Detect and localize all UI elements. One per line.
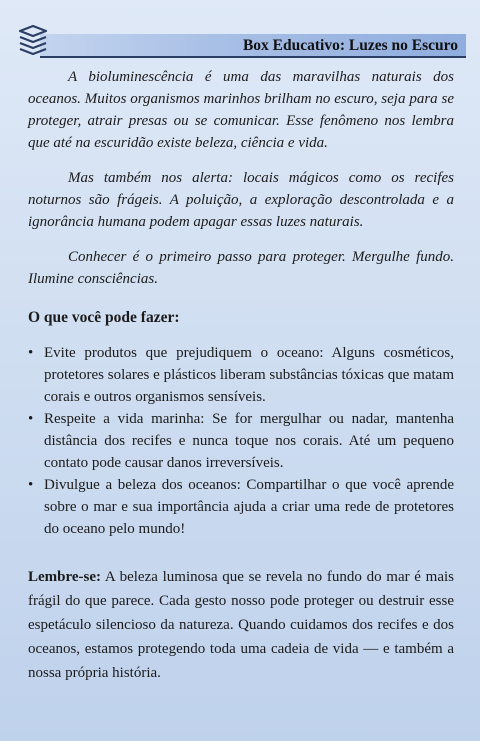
list-item-text: Respeite a vida marinha: Se for mergulhar ou nadar, mantenha distância dos recifes e nunca toque nos corais. Até um pequeno contato pode causar danos irreversíveis.: [44, 411, 454, 471]
list-item-text: Evite produtos que prejudiquem o oceano: Alguns cosméticos, protetores solares e plásticos liberam substâncias tóxicas que matam corais e outros organismos sensíveis.: [44, 345, 454, 405]
box-header: [16, 22, 466, 62]
bullet-icon: •: [28, 345, 34, 361]
warning-paragraph: Mas também nos alerta: locais mágicos como os recifes noturnos são frágeis. A poluição, a exploração descontrolada e a ignorância humana podem apagar essas luzes naturais.: [28, 170, 454, 230]
bullet-icon: •: [28, 477, 34, 493]
actions-title: O que você pode fazer:: [28, 309, 180, 326]
list-item-text: Divulgue a beleza dos oceanos: Compartilhar o que você aprende sobre o mar e sua importância ajuda a criar uma rede de protetores do oceano pelo mundo!: [44, 477, 454, 537]
remember-label: Lembre-se:: [28, 569, 102, 585]
call-to-action-paragraph: Conhecer é o primeiro passo para proteger. Mergulhe fundo. Ilumine consciências.: [28, 249, 454, 287]
actions-list: [28, 342, 454, 540]
remember-note: [28, 565, 454, 685]
list-item: [28, 342, 454, 408]
intro-paragraph: A bioluminescência é uma das maravilhas naturais dos oceanos. Muitos organismos marinhos brilham no escuro, seja para se proteger, atrair presas ou se comunicar. Esse fenômeno nos lembra que até na escuridão existe beleza, ciência e vida.: [28, 69, 454, 151]
list-item: [28, 474, 454, 540]
remember-text: A beleza luminosa que se revela no fundo do mar é mais frágil do que parece. Cada gesto nosso pode proteger ou destruir esse espetáculo silencioso da natureza. Quando cuidamos dos recifes e dos oceanos, estamos protegendo toda uma cadeia de vida — e também a nossa própria história.: [28, 569, 454, 681]
box-title: Box Educativo: Luzes no Escuro: [242, 37, 458, 54]
bullet-icon: •: [28, 411, 34, 427]
stacked-books-icon: [16, 22, 50, 56]
box-content: [28, 66, 454, 700]
list-item: [28, 408, 454, 474]
